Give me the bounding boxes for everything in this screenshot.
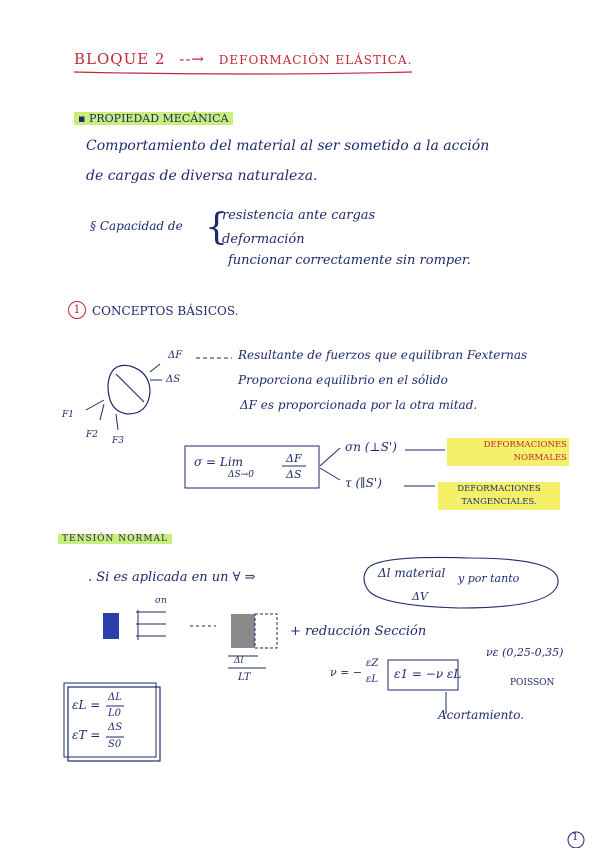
fraction-numerator: ΔS <box>108 722 123 733</box>
fraction-denominator: L0 <box>108 708 122 719</box>
fraction-numerator: ΔL <box>108 692 122 703</box>
formula-numerator: ΔF <box>286 452 302 465</box>
fraction-denominator: S0 <box>108 739 122 750</box>
highlight-tangential-deformations: DEFORMACIONES TANGENCIALES. <box>438 482 560 510</box>
title-right: DEFORMACIÓN ELÁSTICA. <box>218 53 413 67</box>
label-F2: F2 <box>86 430 98 440</box>
text-line: de cargas de diversa naturaleza. <box>86 168 318 184</box>
tension-line: . Si es aplicada en un ∀ ⇒ <box>88 570 256 585</box>
capacity-label: § Capacidad de <box>90 219 183 233</box>
highlight-normal-deformations: DEFORMACIONES NORMALES <box>447 438 569 466</box>
page-number: 1 <box>572 832 579 843</box>
branch-tangential: τ (∥S') <box>345 476 382 490</box>
text-line: Comportamiento del material al ser sometido a la acción <box>86 138 490 154</box>
section-heading-normal-tension: TENSIÓN NORMAL <box>58 534 172 544</box>
title-arrow: --→ <box>179 50 205 68</box>
formula-sigma: σ = Lim <box>194 455 244 469</box>
brace-icon: § <box>90 219 96 233</box>
label-dF: ΔF <box>168 350 183 361</box>
poisson-result: ε1 = −ν εL <box>394 667 462 681</box>
label-F3: F3 <box>112 436 124 446</box>
note-line: Resultante de fuerzos que equilibran Fexternas <box>238 348 528 362</box>
note-line: ΔF es proporcionada por la otra mitad. <box>240 398 478 412</box>
section-heading-mechanical-property: ▪ PROPIEDAD MECÁNICA <box>74 112 233 125</box>
bubble-line: ΔV <box>412 590 428 603</box>
sigma-label: σn <box>155 596 167 606</box>
dl-label: Δl <box>234 656 244 666</box>
section-number-circle: 1 <box>68 301 86 319</box>
poisson-lhs: ν = − <box>330 666 363 679</box>
reduction-text: + reducción Sección <box>290 624 427 639</box>
capacity-item: deformación <box>222 232 305 247</box>
capacity-item: funcionar correctamente sin romper. <box>228 253 471 268</box>
label-dS: ΔS <box>166 374 181 385</box>
poisson-numerator: εZ <box>366 658 379 669</box>
branch-normal: σn (⊥S') <box>345 440 397 454</box>
poisson-denominator: εL <box>366 674 379 685</box>
label-F1: F1 <box>62 410 74 420</box>
poisson-range: νε (0,25-0,35) <box>486 646 564 659</box>
formula-strain-transverse: εT = <box>72 728 101 742</box>
formula-strain-longitudinal: εL = <box>72 698 101 712</box>
poisson-name: POISSON <box>510 678 555 688</box>
bubble-line: y por tanto <box>458 572 520 585</box>
shortening-label: Acortamiento. <box>438 708 525 722</box>
bullet-icon: ▪ <box>78 112 86 125</box>
note-line: Proporciona equilibrio en el sólido <box>238 373 448 387</box>
capacity-item: resistencia ante cargas <box>222 208 376 223</box>
formula-limit: ΔS→0 <box>228 470 254 480</box>
curly-brace-icon: { <box>205 207 228 248</box>
section-heading-basic-concepts: CONCEPTOS BÁSICOS. <box>92 304 239 318</box>
title-left: BLOQUE 2 <box>74 50 166 68</box>
bubble-line: Δl material <box>378 566 446 580</box>
lt-label: LT <box>238 672 251 683</box>
formula-denominator: ΔS <box>286 468 302 481</box>
